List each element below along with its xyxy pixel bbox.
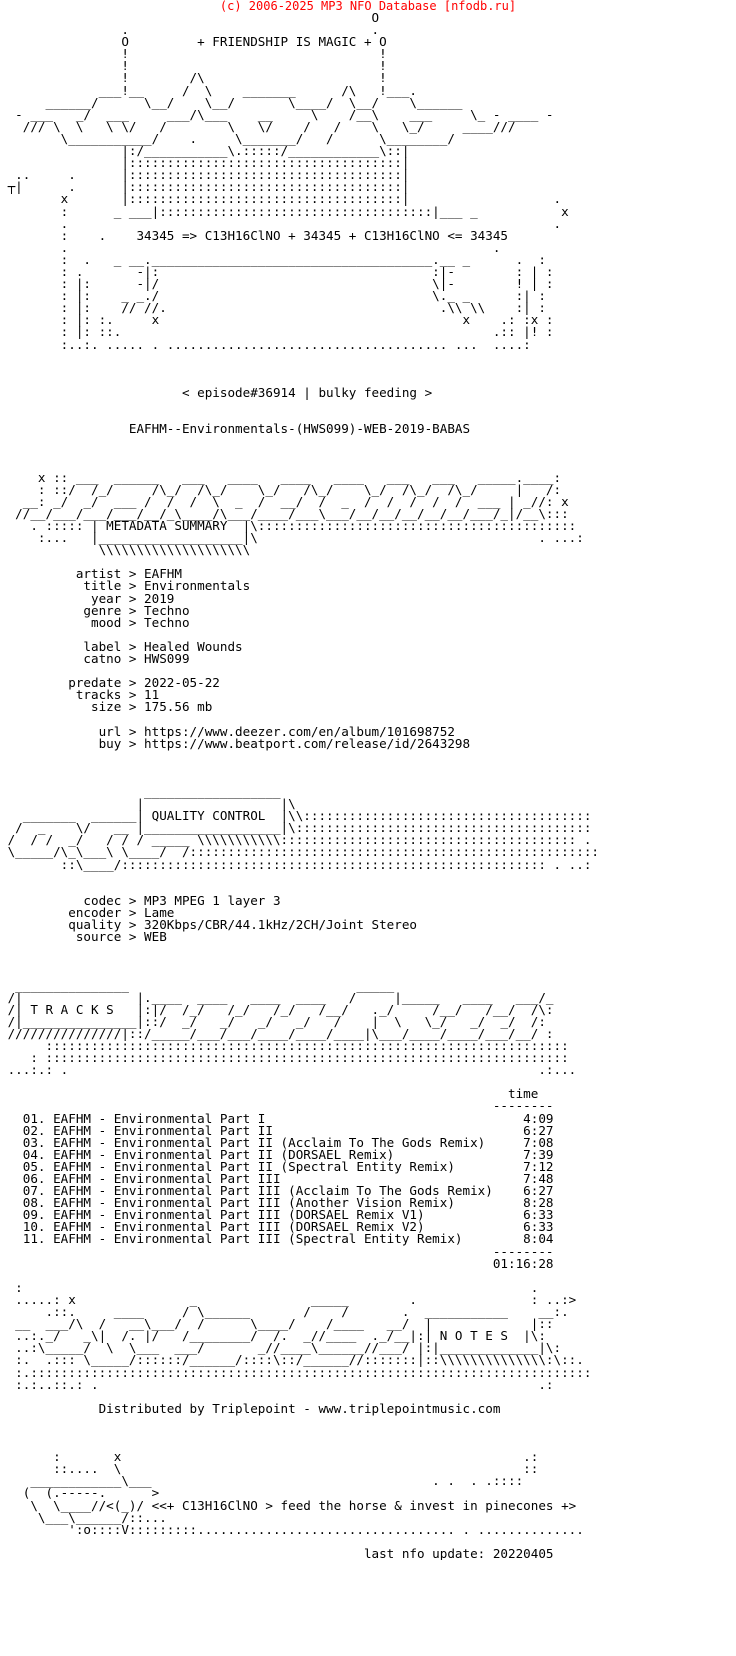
nfo-line: ___!__ / \ _______ /\ !___. <box>0 82 418 98</box>
nfo-line: 10. EAFHM - Environmental Part III (DORSAEL Remix V2) 6:33 <box>0 1219 554 1235</box>
nfo-line: size > 175.56 mb <box>0 699 213 715</box>
nfo-line: _______ ______| QUALITY CONTROL |\\:::::::::::::::::::::::::::::::::::::: <box>0 808 592 824</box>
nfo-line: .::. ____ / \______ / / . ___________ __:. <box>0 1304 569 1320</box>
nfo-line: 11. EAFHM - Environmental Part III (Spectral Entity Remix) 8:04 <box>0 1231 554 1247</box>
nfo-line: :... |___________________|\ . ...: <box>0 530 584 546</box>
nfo-line: ( (.-----. > <box>0 1485 160 1501</box>
nfo-line: : . 34345 => C13H16ClNO + 34345 + C13H16ClNO <= 34345 <box>0 227 508 243</box>
nfo-line: : |: // //. .\\ \\ :| : <box>0 300 546 316</box>
nfo-line: -------- <box>0 1098 554 1114</box>
nfo-line: :.:..::.: . .: <box>0 1376 554 1392</box>
nfo-line: codec > MP3 MPEG 1 layer 3 <box>0 892 281 908</box>
nfo-line: _______________ _____ <box>0 977 395 993</box>
nfo-line: < episode#36914 | bulky feeding > <box>0 384 433 400</box>
nfo-line: //__/___/___/___/__/_\____/\___/____/___\___/__/__/__/__/__/___/_|/__\::: <box>0 505 569 521</box>
nfo-line: \___________/ . \_______/ / \________/ <box>0 130 455 146</box>
nfo-line: ::::::::::::::::::::::::::::::::::::::::::::::::::::::::::::::::::::: <box>0 1037 569 1053</box>
nfo-line: ____________\___ . . . .:::: <box>0 1473 524 1489</box>
nfo-line: : ::/ /_/ /\_/ /\_/ \_/ /\_/ \_/ /\_/ /\_/ | /: <box>0 481 562 497</box>
nfo-line: predate > 2022-05-22 <box>0 675 220 691</box>
nfo-line: : |: _ _./ \._ _ :| : <box>0 288 546 304</box>
nfo-line: catno > HWS099 <box>0 650 190 666</box>
nfo-line: \_____/\_\___\ \____/ /:::::::::::::::::::::::::::::::::::::::::::::::::::::: <box>0 844 599 860</box>
nfo-line: 08. EAFHM - Environmental Part III (Another Vision Remix) 8:28 <box>0 1195 554 1211</box>
nfo-line: ! ! <box>0 46 387 62</box>
nfo-line: : x .: <box>0 1449 539 1465</box>
nfo-line: : . -|: :|- : | : <box>0 263 554 279</box>
nfo-line: :.:::::::::::::::::::::::::::::::::::::::::::::::::::::::::::::::::::::::::: <box>0 1364 592 1380</box>
nfo-line: :. .::: \_____/::::::/______/::::\::/______//:::::::|::\\\\\\\\\\\\\\:\::. <box>0 1352 584 1368</box>
nfo-line: encoder > Lame <box>0 904 175 920</box>
nfo-line: 04. EAFHM - Environmental Part II (DORSAEL Remix) 7:39 <box>0 1146 554 1162</box>
nfo-line: 02. EAFHM - Environmental Part II 6:27 <box>0 1122 554 1138</box>
nfo-line: - ___ _/ ___ ___/\___ __ \ /__\ ___ \_ - ____ - <box>0 106 554 122</box>
nfo-line: -------- <box>0 1243 554 1259</box>
nfo-line: source > WEB <box>0 929 167 945</box>
nfo-line: O + FRIENDSHIP IS MAGIC + O <box>0 34 387 50</box>
nfo-line: | |\ <box>0 796 296 812</box>
nfo-line: genre > Techno <box>0 602 190 618</box>
nfo-line: : |: :. x x .: :x : <box>0 312 554 328</box>
nfo-line: __________________ <box>0 784 281 799</box>
nfo-line: Distributed by Triplepoint - www.triplepointmusic.com <box>0 1400 501 1416</box>
nfo-line: mood > Techno <box>0 614 190 630</box>
nfo-line: |:/___________\.:::::/____________\::| <box>0 143 410 159</box>
nfo-line: 03. EAFHM - Environmental Part II (Acclaim To The Gods Remix) 7:08 <box>0 1134 554 1150</box>
nfo-line: /// \ \ \ \/ / \ \/ / / \ \_/ ____/// <box>0 118 516 134</box>
nfo-line: __ ___/\ / __\___/ / \____/ /____ __/ | |:: <box>0 1316 554 1332</box>
nfo-line: \___\______/::... <box>0 1509 167 1525</box>
nfo-line: / _ \/ __ |__________________|\::::::::::::::::::::::::::::::::::::::: <box>0 820 592 836</box>
nfo-line: /| |.____ ____ ____ ____ / |_____ ____ ___/_ <box>0 989 554 1005</box>
nfo-line: : _ ___|::::::::::::::::::::::::::::::::::::|___ _ x <box>0 203 569 219</box>
nfo-line: tracks > 11 <box>0 687 160 703</box>
nfo-line: ':o::::V:::::::::.................................. . .............. <box>0 1521 584 1537</box>
nfo-line: year > 2019 <box>0 590 175 606</box>
nfo-line: 01:16:28 <box>0 1255 554 1271</box>
nfo-line: ! ! <box>0 58 387 74</box>
nfo-line: .....: x _ _____ . : ..:> <box>0 1291 577 1307</box>
nfo-line: :..:. ..... . ..................................... ... ....: <box>0 336 531 352</box>
nfo-line: time <box>0 1086 539 1102</box>
nfo-line: url > https://www.deezer.com/en/album/101698752 <box>0 723 455 739</box>
nfo-line: \\\\\\\\\\\\\\\\\\\\ <box>0 542 251 558</box>
nfo-line: EAFHM--Environmentals-(HWS099)-WEB-2019-BABAS <box>0 421 471 437</box>
nfo-line: buy > https://www.beatport.com/release/id/2643298 <box>0 735 471 751</box>
nfo-line: ...:.: . .:... <box>0 1062 577 1078</box>
nfo-line: ┬| . |::::::::::::::::::::::::::::::::::::| <box>0 179 410 195</box>
nfo-line: ::\____/:::::::::::::::::::::::::::::::::::::::::::::::::::::::: . ..: <box>0 856 592 872</box>
nfo-line: : . _ __._____________________________________.__ _ . : <box>0 251 546 267</box>
nfo-line: : |: -|/ \|- ! | : <box>0 276 554 292</box>
nfo-line: . . <box>0 22 380 38</box>
nfo-text <box>0 12 736 1560</box>
nfo-line: 01. EAFHM - Environmental Part I 4:09 <box>0 1110 554 1126</box>
nfo-line: / / / _/ / / / _____ \\\\\\\\\\\::::::::::::::::::::::::::::::::::::::: . <box>0 832 592 848</box>
nfo-line: ..:._/ _\| /. |/ /________/ /. _//____ ._/__|:| N O T E S |\: <box>0 1328 546 1344</box>
nfo-line: \ \____//<(_)/ <<+ C13H16ClNO > feed the horse & invest in pinecones +> <box>0 1497 577 1513</box>
nfo-line: label > Healed Wounds <box>0 638 243 654</box>
nfo-line: title > Environmentals <box>0 578 251 594</box>
nfo-line: last nfo update: 20220405 <box>0 1545 554 1560</box>
nfo-line: ______/ \__/ \__/ \____/ \__/ \______ <box>0 94 463 110</box>
nfo-line: 09. EAFHM - Environmental Part III (DORSAEL Remix V1) 6:33 <box>0 1207 554 1223</box>
nfo-line: ..:\_____/ \ \___ ___/ _//____\______//___/ |:|_____________|\: <box>0 1340 562 1356</box>
nfo-line: ! /\ ! <box>0 70 387 86</box>
nfo-line: : ::::::::::::::::::::::::::::::::::::::::::::::::::::::::::::::::::::: <box>0 1050 569 1066</box>
nfo-line: 07. EAFHM - Environmental Part III (Acclaim To The Gods Remix) 6:27 <box>0 1183 554 1199</box>
nfo-line: : . <box>0 1279 539 1295</box>
nfo-line: x :: ___ ______ ___ ____ ____ ____ ___ ___ _____.____: <box>0 469 562 485</box>
nfo-line: quality > 320Kbps/CBR/44.1kHz/2CH/Joint Stereo <box>0 917 418 933</box>
nfo-line: : |: ::. .:: |! : <box>0 324 554 340</box>
nfo-line: |::::::::::::::::::::::::::::::::::::| <box>0 155 410 171</box>
nfo-line: artist > EAFHM <box>0 566 182 582</box>
nfo-line: /|_______________|::/ _/ _/ _/ _/ / | \ \_/ _/ _/ /: <box>0 1013 546 1029</box>
nfo-line: 06. EAFHM - Environmental Part III 7:48 <box>0 1171 554 1186</box>
nfo-line: /| T R A C K S |:|/ /_/ /_/ /_/ /__/ ._/ /__/ /__/ /\: <box>0 1001 554 1017</box>
copyright-banner: (c) 2006-2025 MP3 NFO Database [nfodb.ru] <box>219 0 517 13</box>
nfo-line: ::.... \ :: <box>0 1461 539 1477</box>
nfo-line: 05. EAFHM - Environmental Part II (Spectral Entity Remix) 7:12 <box>0 1158 554 1174</box>
nfo-line: .. . |::::::::::::::::::::::::::::::::::::| <box>0 167 410 183</box>
nfo-line: x |::::::::::::::::::::::::::::::::::::| . <box>0 191 562 207</box>
nfo-line: . ::::: | METADATA SUMMARY |\:::::::::::::::::::::::::::::::::::::::::: <box>0 517 577 533</box>
nfo-line: __: _/ _/ ___ / / / \ _ / __/ / _ / / / / / ___ | _//: x <box>0 493 569 509</box>
nfo-line: . . <box>0 215 562 231</box>
nfo-line: O <box>0 12 380 25</box>
nfo-line: . . <box>0 239 501 255</box>
nfo-line: ///////////////|::/_____/___/___/____/____/____|\___/____/____/___/__/ : <box>0 1025 554 1041</box>
